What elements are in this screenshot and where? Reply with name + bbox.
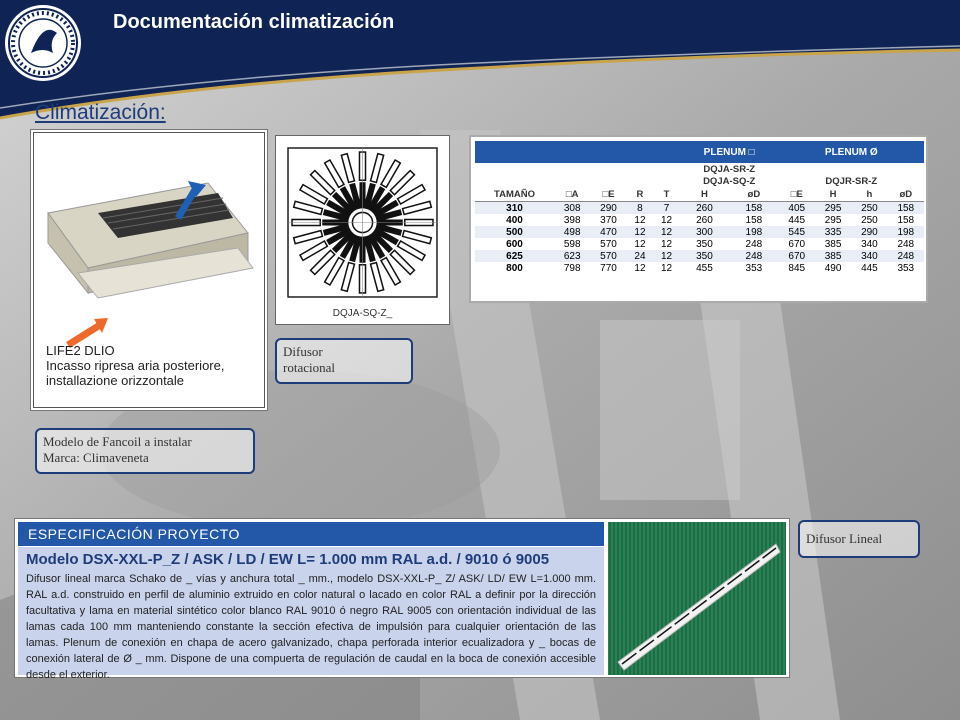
column-header: R <box>627 187 654 202</box>
spec-model: Modelo DSX-XXL-P_Z / ASK / LD / EW L= 1.000 mm RAL a.d. / 9010 ó 9005 <box>26 551 550 568</box>
table-cell: 295 <box>824 214 842 226</box>
dimensions-table <box>475 141 924 274</box>
table-cell: 250 <box>851 202 887 215</box>
table-cell: 158 <box>745 214 763 226</box>
spec-body <box>18 547 604 681</box>
table-cell: 470 <box>590 226 626 238</box>
project-spec-card <box>14 518 790 681</box>
table-cell: 770 <box>600 262 617 274</box>
note-rot-line1: Difusor <box>283 344 323 359</box>
table-cell: 350 <box>680 250 729 262</box>
note-fancoil-line1: Modelo de Fancoil a instalar <box>43 434 192 449</box>
diffuser-model-code: DQJA-SQ-Z_ <box>332 308 393 319</box>
linear-diffuser-photo <box>608 522 786 675</box>
table-cell: 12 <box>660 214 673 226</box>
table-cell: 398 <box>563 214 581 226</box>
plenum-square-header: PLENUM □ <box>680 141 779 163</box>
table-cell: 335 <box>815 226 851 238</box>
table-cell: 385 <box>824 238 842 250</box>
table-cell: 310 <box>475 202 554 215</box>
table-cell: 445 <box>788 214 806 226</box>
table-row <box>475 214 924 226</box>
table-cell: 600 <box>506 238 523 250</box>
column-header: □A <box>554 187 590 202</box>
table-cell: 800 <box>506 262 523 274</box>
table-cell: 12 <box>634 262 646 274</box>
section-title: Climatización: <box>35 101 166 124</box>
note-linear-diffuser: Difusor Lineal <box>798 520 920 558</box>
table-cell: 260 <box>680 202 729 215</box>
table-cell: 12 <box>653 250 680 262</box>
table-row <box>475 250 924 262</box>
table-cell: 158 <box>729 202 778 215</box>
column-header: H <box>815 187 851 202</box>
dimensions-table-card <box>469 135 928 303</box>
table-cell: 248 <box>897 238 915 250</box>
fancoil-unit-image <box>38 173 260 353</box>
table-cell: 625 <box>475 250 554 262</box>
table-cell: 248 <box>729 250 778 262</box>
table-cell: 670 <box>779 250 815 262</box>
table-row <box>475 226 924 238</box>
table-cell: 490 <box>824 262 842 274</box>
table-cell: 670 <box>788 238 806 250</box>
table-cell: 455 <box>696 262 713 274</box>
table-cell: 500 <box>475 226 554 238</box>
table-cell: 353 <box>745 262 763 274</box>
swirl-diffuser-drawing <box>286 146 439 299</box>
column-header: T <box>653 187 680 202</box>
table-cell: 385 <box>815 250 851 262</box>
table-cell: 400 <box>506 214 523 226</box>
page-title: Documentación climatización <box>113 11 395 33</box>
table-cell: 24 <box>627 250 654 262</box>
note-rotational-diffuser <box>275 338 413 384</box>
table-cell: 12 <box>660 238 673 250</box>
table-cell: 350 <box>696 238 713 250</box>
table-cell: 570 <box>600 238 617 250</box>
table-cell: 405 <box>779 202 815 215</box>
fancoil-card <box>33 132 265 408</box>
column-header: h <box>851 187 887 202</box>
table-cell: 570 <box>590 250 626 262</box>
table-cell: 7 <box>653 202 680 215</box>
sub-square-line1: DQJA-SR-Z <box>703 163 756 175</box>
table-cell: 798 <box>563 262 581 274</box>
note-fancoil-model <box>35 428 255 474</box>
table-cell: 260 <box>696 214 713 226</box>
table-row <box>475 238 924 250</box>
table-cell: 8 <box>627 202 654 215</box>
plenum-round-header: PLENUM Ø <box>779 141 924 163</box>
table-cell: 598 <box>563 238 581 250</box>
table-cell: 370 <box>600 214 617 226</box>
table-cell: 12 <box>634 238 646 250</box>
table-cell: 12 <box>627 226 654 238</box>
column-header: H <box>680 187 729 202</box>
note-fancoil-line2: Marca: Climaveneta <box>43 450 149 465</box>
table-row <box>475 262 924 274</box>
table-cell: 12 <box>634 214 646 226</box>
table-cell: 158 <box>888 202 924 215</box>
table-cell: 198 <box>888 226 924 238</box>
fancoil-desc-line2: installazione orizzontale <box>46 373 185 388</box>
swirl-diffuser-card <box>275 135 450 325</box>
table-cell: 845 <box>788 262 806 274</box>
table-cell: 340 <box>851 250 887 262</box>
column-header: øD <box>888 187 924 202</box>
table-cell: 340 <box>861 238 878 250</box>
fancoil-model-label: LIFE2 DLIO <box>46 343 115 358</box>
table-cell: 300 <box>680 226 729 238</box>
table-cell: 250 <box>861 214 878 226</box>
note-rot-line2: rotacional <box>283 360 335 375</box>
table-cell: 623 <box>554 250 590 262</box>
bank-seal-logo <box>3 3 83 83</box>
column-header: øD <box>729 187 778 202</box>
sub-square-line2: DQJA-SQ-Z <box>703 175 756 187</box>
table-cell: 290 <box>851 226 887 238</box>
table-cell: 12 <box>660 262 673 274</box>
column-header: TAMAÑO <box>475 187 554 202</box>
table-cell: 248 <box>745 238 763 250</box>
spec-heading: ESPECIFICACIÓN PROYECTO <box>18 522 604 546</box>
table-cell: 295 <box>815 202 851 215</box>
fancoil-desc-line1: Incasso ripresa aria posteriore, <box>46 358 225 373</box>
sub-round-label: DQJR-SR-Z <box>825 175 878 187</box>
table-cell: 198 <box>729 226 778 238</box>
fancoil-caption <box>46 343 224 388</box>
column-header: □E <box>590 187 626 202</box>
table-cell: 158 <box>897 214 915 226</box>
table-cell: 248 <box>888 250 924 262</box>
table-cell: 498 <box>554 226 590 238</box>
table-cell: 12 <box>653 226 680 238</box>
table-cell: 290 <box>590 202 626 215</box>
table-cell: 353 <box>897 262 915 274</box>
table-cell: 445 <box>861 262 878 274</box>
table-blank-header <box>475 141 680 163</box>
spec-text: Difusor lineal marca Schako de _ vías y anchura total _ mm., modelo DSX-XXL-P_ Z/ ASK/ LD/ EW L=1.000 mm. RAL a.d. construido en perfil de aluminio extruido en color natural o lacado en color RAL a definir por la dirección facultativa y lama en material sintético color blanco RAL 9010 ó negro RAL 9005 con orientación individual de las lamas cada 100 mm manteniendo constante la sección efectiva de impulsión para cualquier orientación de las lamas. Plenum de conexión en chapa de acero galvanizado, chapa perforada interior ecualizadora y _ bocas de conexión lateral de Ø _ mm. Dispone de una compuerta de regulación de caudal en la boca de conexión accesible desde el exterior. <box>26 573 596 681</box>
table-cell: 545 <box>779 226 815 238</box>
table-cell: 308 <box>554 202 590 215</box>
column-header: □E <box>779 187 815 202</box>
table-row <box>475 202 924 215</box>
